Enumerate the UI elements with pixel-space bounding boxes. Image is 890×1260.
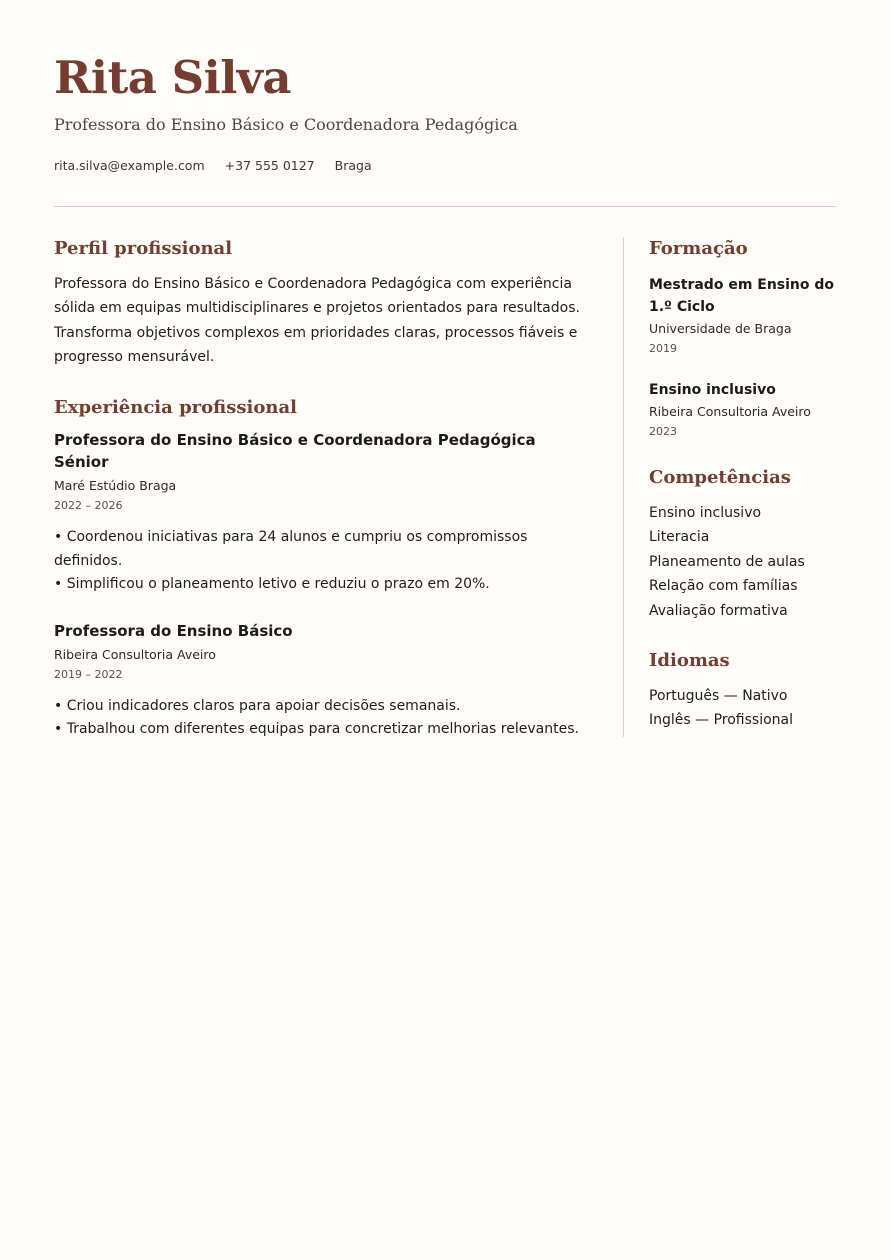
education-entry: [649, 274, 849, 357]
education-institution: Universidade de Braga: [649, 321, 792, 336]
job-bullet: • Coordenou iniciativas para 24 alunos e cumpriu os compromissos definidos.: [54, 529, 528, 569]
education-entry: [649, 379, 849, 440]
language-item: Português — Nativo: [649, 688, 788, 705]
skill-item: Ensino inclusivo: [649, 505, 762, 521]
job-company: Maré Estúdio Braga: [54, 478, 177, 494]
contact-row: [54, 157, 836, 175]
education-title: Mestrado em Ensino do 1.º Ciclo: [649, 277, 835, 315]
skills-section: [649, 465, 849, 623]
main-column: [54, 236, 594, 742]
person-name: Rita Silva: [54, 51, 292, 104]
section-title-skills: Competências: [649, 467, 791, 488]
side-column: [649, 236, 849, 733]
experience-section: [54, 395, 594, 742]
skill-item: Literacia: [649, 529, 710, 546]
job-title: Professora do Ensino Básico e Coordenadora Pedagógica Sénior: [54, 431, 536, 472]
headline: Professora do Ensino Básico e Coordenadora Pedagógica: [54, 115, 518, 134]
job-company: Ribeira Consultoria Aveiro: [54, 646, 216, 662]
job-bullets: [54, 526, 594, 597]
education-institution: Ribeira Consultoria Aveiro: [649, 404, 811, 419]
column-divider: [623, 237, 624, 737]
header-divider: [54, 206, 836, 207]
section-title-experience: Experiência profissional: [54, 397, 297, 419]
job-dates: 2019 – 2022: [54, 667, 123, 681]
language-item: Inglês — Profissional: [649, 712, 793, 729]
skill-item: Relação com famílias: [649, 578, 798, 595]
section-title-education: Formação: [649, 238, 748, 259]
job-bullet: • Trabalhou com diferentes equipas para concretizar melhorias relevantes.: [54, 721, 579, 738]
contact-phone: +37 555 0127: [224, 158, 315, 173]
resume-header: [54, 48, 836, 175]
profile-text: Professora do Ensino Básico e Coordenadora Pedagógica com experiência sólida em equipas multidisciplinares e projetos orientados para resultados. Transforma objetivos complexos em prioridades claras, processos fiáveis e progresso mensurável.: [54, 276, 580, 365]
contact-email: rita.silva@example.com: [54, 158, 205, 173]
education-section: [649, 236, 849, 440]
job-bullet: • Criou indicadores claros para apoiar decisões semanais.: [54, 697, 461, 714]
education-title: Ensino inclusivo: [649, 382, 776, 398]
languages-section: [649, 648, 849, 733]
skill-item: Avaliação formativa: [649, 602, 788, 619]
education-year: 2019: [649, 342, 677, 355]
section-title-profile: Perfil profissional: [54, 238, 233, 259]
profile-section: [54, 236, 594, 369]
section-title-languages: Idiomas: [649, 650, 730, 672]
job-bullets: [54, 695, 594, 742]
job-entry: [54, 429, 594, 597]
job-title: Professora do Ensino Básico: [54, 621, 293, 640]
contact-location: Braga: [334, 158, 372, 173]
job-dates: 2022 – 2026: [54, 499, 123, 513]
job-bullet: • Simplificou o planeamento letivo e reduziu o prazo em 20%.: [54, 576, 490, 593]
skill-item: Planeamento de aulas: [649, 553, 805, 570]
education-year: 2023: [649, 425, 677, 438]
job-entry: [54, 620, 594, 742]
